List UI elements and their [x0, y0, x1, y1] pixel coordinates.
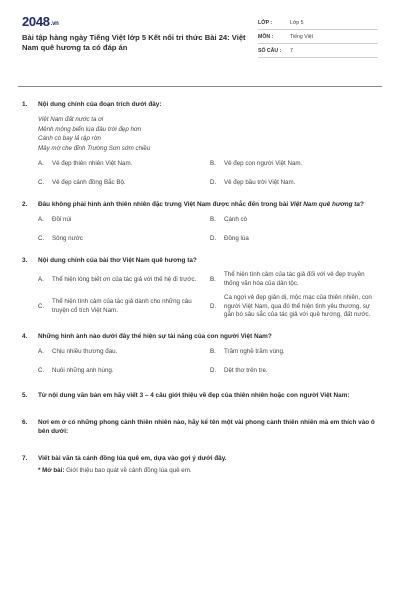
- question-text-emphasis: Việt Nam quê hương ta: [289, 201, 360, 209]
- option-text: Ca ngợi vẻ đẹp giản dị, mộc mạc của thiên nhiên, con người Việt Nam, qua đó thể hiện tình yêu thương, sự gắn bó sâu sắc của tác giả với quê hương, đất nước.: [224, 294, 372, 318]
- question-7: [22, 454, 378, 474]
- poem-excerpt: [38, 115, 378, 153]
- option-letter: A.: [38, 348, 44, 356]
- logo-main: 2048: [22, 14, 50, 29]
- question-text: Đâu không phải hình ảnh thiên nhiên đặc trưng Việt Nam được nhắc đến trong bài: [38, 201, 290, 209]
- option-c[interactable]: [38, 366, 210, 375]
- option-c[interactable]: [38, 178, 210, 187]
- option-text: Nuôi những anh hùng.: [52, 366, 114, 374]
- poem-line: Cánh cò bay lả rập rờn: [38, 135, 101, 143]
- option-text: Vẻ đẹp cánh đồng Bắc Bộ.: [52, 178, 126, 186]
- option-text: Thể hiện lòng biết ơn của tác giả với thế hệ đi trước.: [52, 275, 197, 283]
- poem-line: Mây mờ che đỉnh Trường Sơn sớm chiều: [38, 144, 151, 152]
- question-number: 7.: [22, 455, 28, 463]
- question-text: Nơi em ở có những phong cảnh thiên nhiên nào, hãy kể tên một vài phong cảnh thiên nhiên mà em thích vào ô bên dưới:: [38, 419, 375, 436]
- info-label: SỐ CÂU :: [258, 47, 282, 54]
- header: [22, 14, 378, 76]
- option-text: Đồi núi: [52, 215, 72, 223]
- info-row-subject: [258, 30, 378, 44]
- question-number: 6.: [22, 419, 28, 427]
- option-letter: C.: [38, 367, 45, 375]
- option-c[interactable]: [38, 234, 210, 243]
- question-number: 4.: [22, 333, 28, 341]
- option-text: Thể hiện tình cảm của tác giả đối với vẻ đẹp truyền thống văn hóa của dân tộc.: [224, 271, 365, 287]
- option-a[interactable]: [38, 347, 210, 356]
- question-heading: [22, 418, 378, 436]
- question-text: Nội dung chính của đoạn trích dưới đây:: [38, 101, 162, 108]
- question-3: [22, 256, 378, 319]
- option-a[interactable]: [38, 159, 210, 168]
- question-number: 2.: [22, 201, 28, 209]
- question-6: [22, 418, 378, 436]
- option-letter: C.: [38, 235, 45, 243]
- question-heading: [22, 200, 378, 209]
- option-letter: B.: [210, 348, 216, 356]
- option-letter: D.: [210, 179, 217, 187]
- question-heading: [22, 454, 378, 463]
- option-d[interactable]: [210, 366, 382, 375]
- question-text: Từ nội dung văn bản em hãy viết 3 – 4 câu giới thiệu về đẹp của thiên nhiên hoặc con người Việt Nam:: [38, 392, 350, 400]
- question-4: [22, 332, 378, 375]
- option-letter: A.: [38, 276, 44, 284]
- option-a[interactable]: [38, 215, 210, 224]
- poem-line: Việt Nam đất nước ta ơi: [38, 116, 104, 123]
- info-table: [258, 16, 378, 76]
- option-letter: A.: [38, 160, 44, 168]
- option-text: Đồng lúa: [224, 234, 249, 242]
- info-label: MÔN :: [258, 33, 274, 40]
- header-divider: [18, 86, 382, 87]
- logo-suffix: .vn: [50, 21, 59, 27]
- outline-text: Giới thiệu bao quát về cánh đồng lúa quê em.: [64, 467, 192, 475]
- info-label: LỚP :: [258, 19, 273, 26]
- options-grid: [38, 271, 378, 319]
- question-text-wrap: [38, 200, 378, 209]
- option-b[interactable]: [210, 159, 382, 168]
- question-2: [22, 200, 378, 243]
- option-letter: D.: [210, 235, 217, 243]
- site-logo[interactable]: [22, 14, 252, 29]
- option-c[interactable]: [38, 294, 210, 319]
- option-letter: B.: [210, 276, 216, 284]
- question-text-end: ?: [359, 201, 364, 209]
- option-letter: D.: [210, 303, 217, 311]
- outline-label: * Mở bài:: [38, 467, 65, 475]
- option-d[interactable]: [210, 178, 382, 187]
- option-text: Cánh cò: [224, 215, 248, 223]
- options-grid: [38, 347, 378, 375]
- header-left: [22, 14, 252, 76]
- question-text: Nội dung chính của bài thơ Việt Nam quê hương ta?: [38, 257, 197, 265]
- option-d[interactable]: [210, 234, 382, 243]
- info-row-grade: [258, 16, 378, 30]
- question-heading: [22, 100, 378, 109]
- question-number: 5.: [22, 392, 28, 400]
- option-letter: A.: [38, 216, 44, 224]
- option-b[interactable]: [210, 215, 382, 224]
- question-1: [22, 100, 378, 187]
- option-d[interactable]: [210, 294, 382, 319]
- outline-item: [38, 467, 378, 474]
- info-value: Tiếng Việt: [290, 33, 314, 40]
- option-text: Vẻ đẹp con người Việt Nam.: [224, 159, 303, 167]
- option-text: Dệt thơ trên tre.: [224, 366, 268, 374]
- info-value: 7: [290, 47, 293, 54]
- option-text: Chịu nhiều thương đau.: [52, 347, 118, 355]
- option-text: Trăm nghề trăm vùng.: [224, 347, 285, 355]
- option-text: Vẻ đẹp bầu trời Việt Nam.: [224, 178, 296, 186]
- options-grid: [38, 159, 378, 187]
- info-row-count: [258, 44, 378, 58]
- poem-line: Mênh mông biển lúa đâu trời đẹp hơn: [38, 125, 142, 133]
- option-text: Thể hiện tình cảm của tác giả dành cho những câu truyện cổ tích Việt Nam.: [52, 298, 192, 314]
- option-text: Vẻ đẹp thiên nhiên Việt Nam.: [52, 159, 133, 167]
- option-letter: B.: [210, 216, 216, 224]
- question-number: 1.: [22, 101, 28, 108]
- option-b[interactable]: [210, 271, 382, 288]
- option-letter: C.: [38, 303, 45, 311]
- question-heading: [22, 256, 378, 265]
- option-text: Sông nước: [52, 234, 83, 242]
- question-heading: [22, 332, 378, 341]
- info-value: Lớp 5: [290, 19, 304, 26]
- question-heading: [22, 391, 378, 400]
- option-a[interactable]: [38, 271, 210, 288]
- options-grid: [38, 215, 378, 243]
- question-text: Những hình ảnh nào dưới đây thể hiện sự tài năng của con người Việt Nam?: [38, 333, 272, 341]
- option-letter: C.: [38, 179, 45, 187]
- question-text: Viết bài văn tả cánh đồng lúa quê em, dựa vào gợi ý dưới đây.: [38, 455, 227, 463]
- question-number: 3.: [22, 257, 28, 265]
- page-title: Bài tập hàng ngày Tiếng Việt lớp 5 Kết nối tri thức Bài 24: Việt Nam quê hương ta có đáp án: [22, 33, 246, 52]
- option-letter: B.: [210, 160, 216, 168]
- question-5: [22, 391, 378, 400]
- option-letter: D.: [210, 367, 217, 375]
- option-b[interactable]: [210, 347, 382, 356]
